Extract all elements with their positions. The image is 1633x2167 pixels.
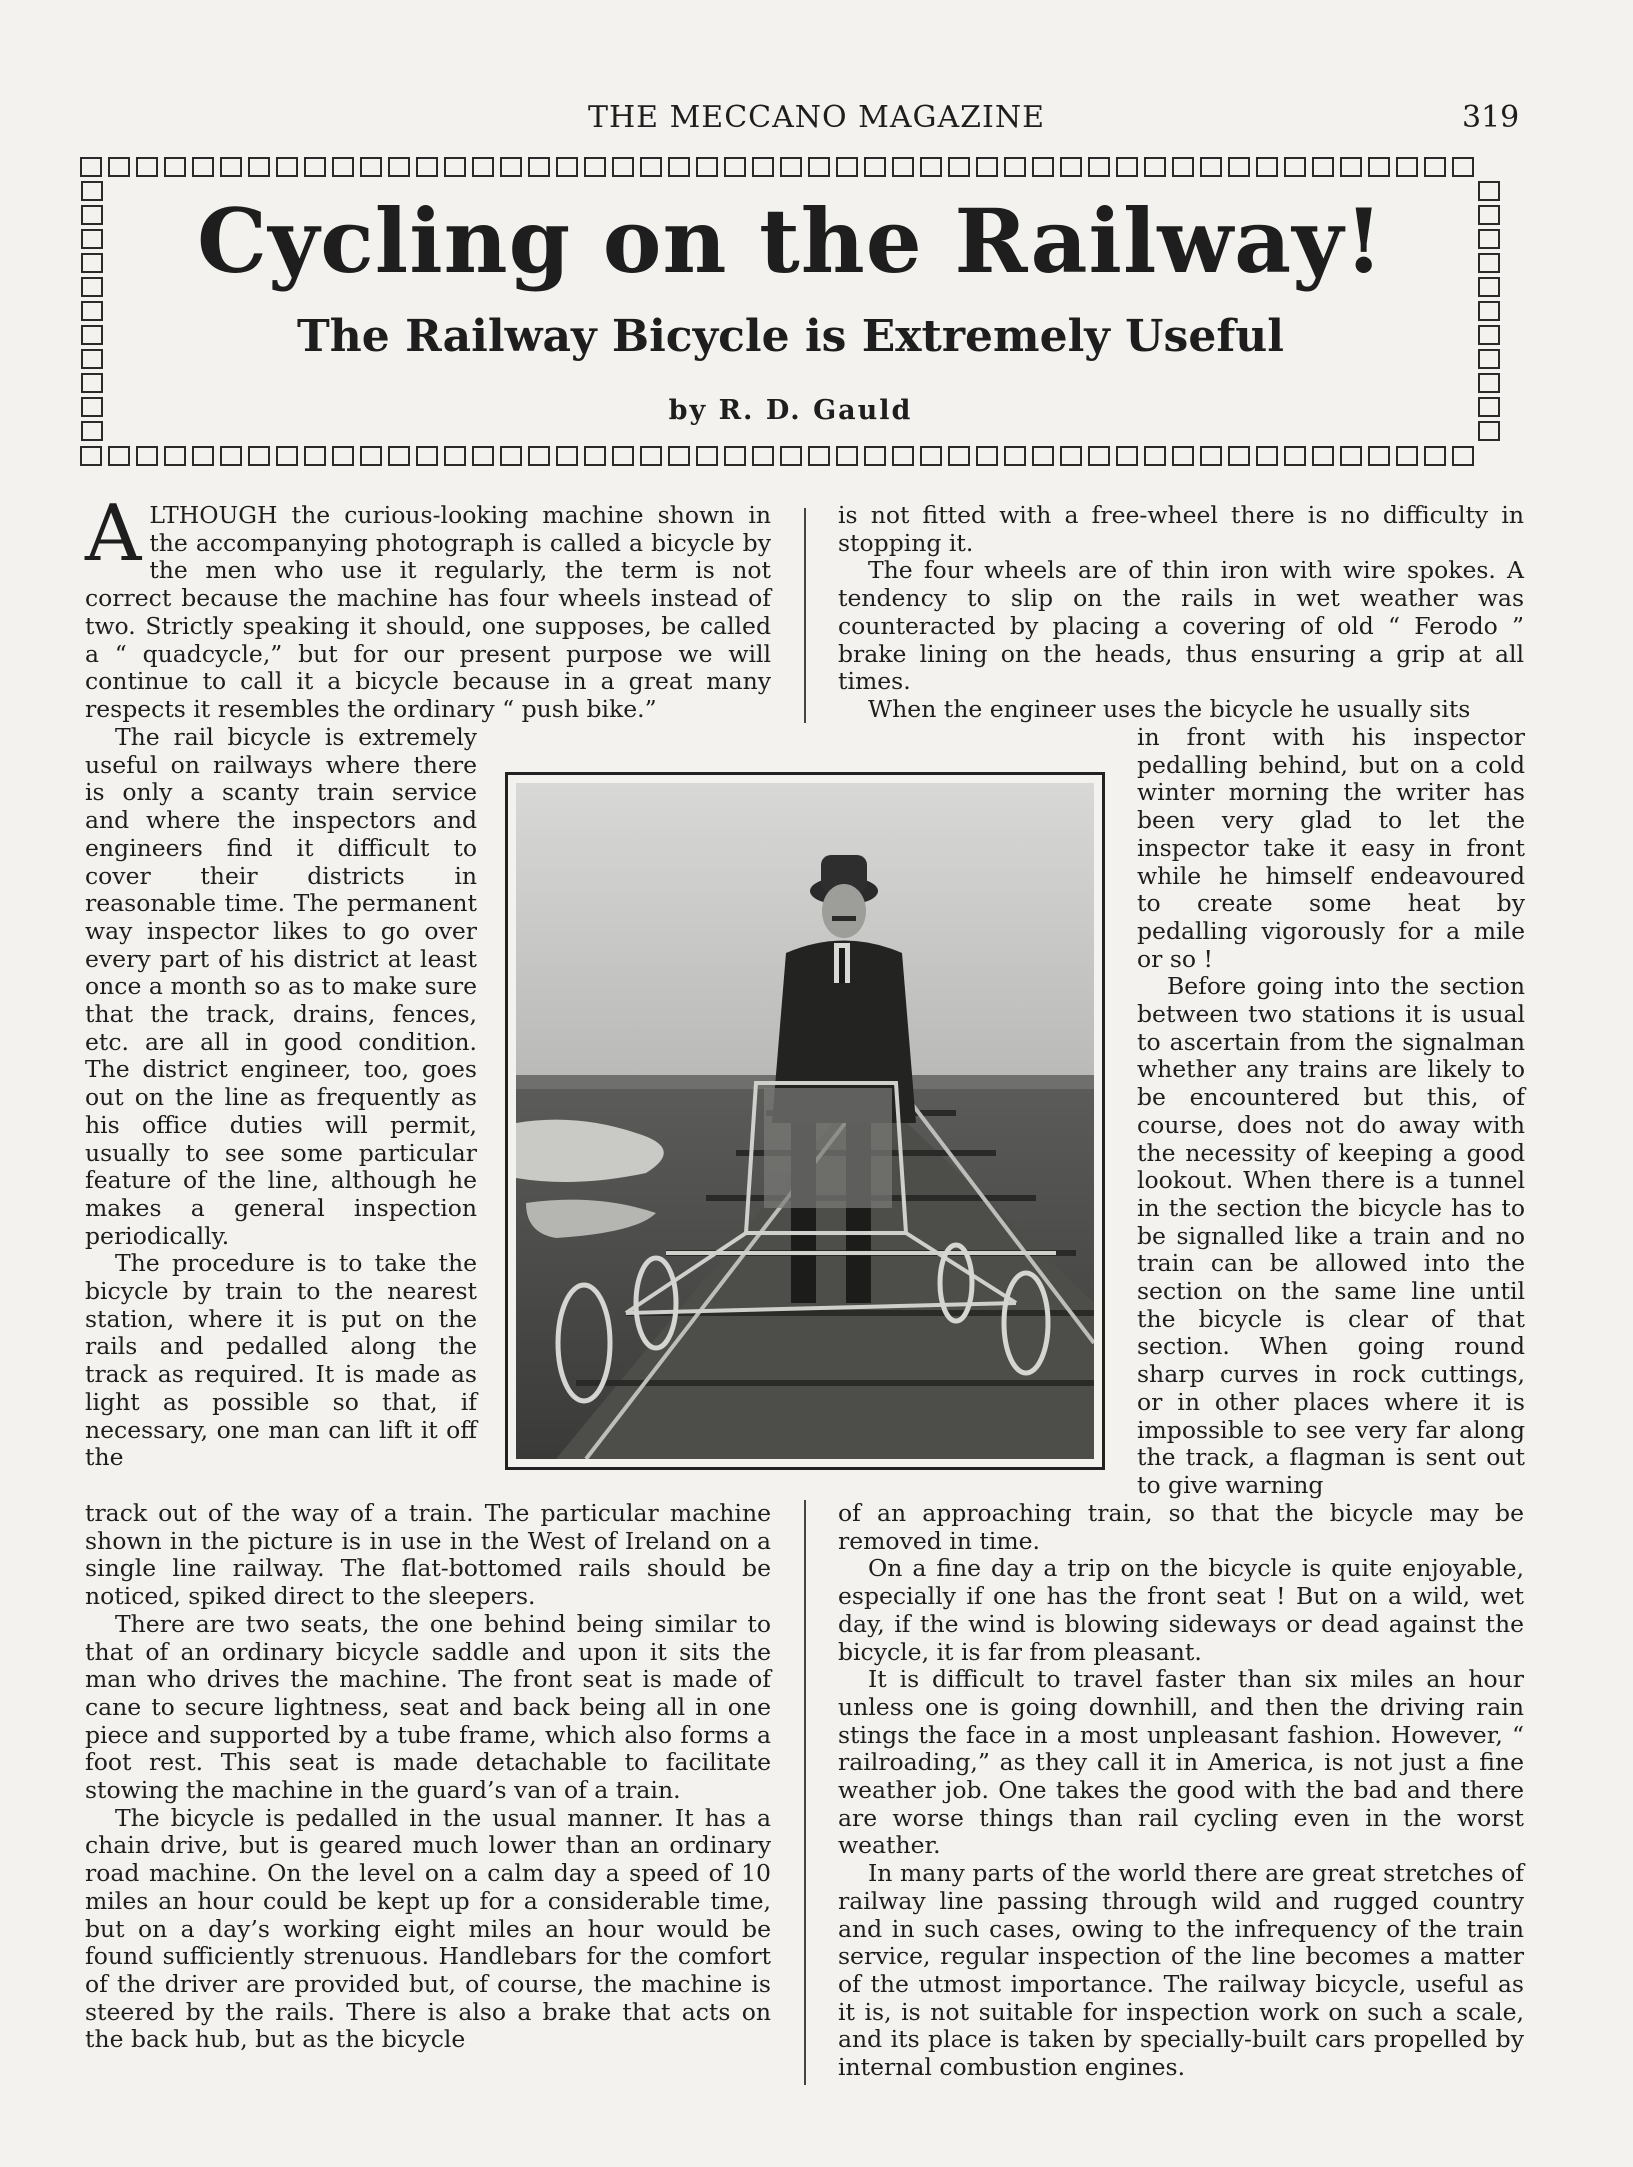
border-square [1060,446,1082,466]
border-square [276,157,298,177]
paragraph: There are two seats, the one behind being similar to that of an ordinary bicycle saddle and upon it sits the man who drives the machine. The front seat is made of cane to secure lightness, seat and back being all in one piece and supported by a tube frame, which also forms a foot rest. This seat is made detachable to facilitate stowing the machine in the guard’s van of a train. [85,1609,771,1805]
border-square [80,157,102,177]
border-square [948,157,970,177]
border-square [836,446,858,466]
left-column-narrow [85,724,477,1472]
border-square [1424,157,1446,177]
right-column-upper [838,502,1524,724]
border-square [780,157,802,177]
paragraph: The rail bicycle is extremely useful on railways where there is only a scanty train service and where the inspectors and engineers find it difficult to cover their districts in reasonable time. The permanent way inspector likes to go over every part of his district at least once a month so as to make sure that the track, drains, fences, etc. are all in good condition. The district engineer, too, goes out on the line as frequently as his office duties will permit, usually to see some particular feature of the line, although he makes a general inspection periodically. [85,723,477,1250]
border-square [1478,373,1500,393]
border-square [836,157,858,177]
paragraph: track out of the way of a train. The particular machine shown in the picture is in use in the West of Ireland on a single line railway. The flat-bottomed rails should be noticed, spiked direct to the sleepers. [85,1499,771,1611]
border-square [444,446,466,466]
border-square [640,157,662,177]
border-square [584,157,606,177]
article-subtitle: The Railway Bicycle is Extremely Useful [297,311,1284,362]
paragraph: When the engineer uses the bicycle he usually sits [868,694,1471,723]
border-square [1256,157,1278,177]
border-square [1284,446,1306,466]
border-square [108,446,130,466]
border-square [780,446,802,466]
border-square [80,446,102,466]
border-square [416,157,438,177]
magazine-title: THE MECCANO MAGAZINE [587,100,1046,135]
border-square [164,446,186,466]
border-square [724,446,746,466]
border-square [304,446,326,466]
column-rule-top [804,508,806,723]
border-top [80,155,1501,179]
paragraph: The four wheels are of thin iron with wire spokes. A tendency to slip on the rails in wet weather was counteracted by placing a covering of old “ Ferodo ” brake lining on the heads, thus ensuring a grip at all times. [838,556,1524,696]
border-square [752,446,774,466]
border-square [612,157,634,177]
border-square [892,157,914,177]
article-byline: by R. D. Gauld [668,395,913,426]
paragraph: The procedure is to take the bicycle by train to the nearest station, where it is put on the rails and pedalled along the track as required. It is made as light as possible so that, if necessary, one man can lift it off the [85,1249,477,1472]
border-square [1088,446,1110,466]
border-square [556,446,578,466]
border-square [304,157,326,177]
paragraph: of an approaching train, so that the bicycle may be removed in time. [838,1499,1524,1555]
border-square [248,157,270,177]
drop-cap: A [85,489,142,579]
border-square [892,446,914,466]
border-square [528,446,550,466]
border-square [1116,446,1138,466]
border-square [500,157,522,177]
border-square [1452,446,1474,466]
border-square [1088,157,1110,177]
border-square [332,157,354,177]
border-square [612,446,634,466]
border-square [1032,157,1054,177]
left-column-lower [85,1500,771,2054]
border-square [360,446,382,466]
rail-bicycle-photo [516,783,1094,1459]
border-square [1452,157,1474,177]
border-square [388,157,410,177]
border-square [1340,446,1362,466]
border-square [1144,157,1166,177]
border-square [1060,157,1082,177]
border-square [1256,446,1278,466]
border-square [1340,157,1362,177]
border-square [528,157,550,177]
border-square [136,157,158,177]
border-square [640,446,662,466]
border-square [1396,157,1418,177]
border-square [920,157,942,177]
photograph-frame [505,772,1105,1470]
border-square [948,446,970,466]
border-square [808,446,830,466]
paragraph-text: LTHOUGH the curious-looking machine shown in the accompanying photograph is called a bicycle by the men who use it regularly, the term is not correct because the machine has four wheels instead of two. Strictly speaking it should, one supposes, be called a “ quadcycle,” but for our present purpose we will continue to call it a bicycle because in a great many respects it resembles the ordinary “ push bike.” [85,501,771,723]
column-rule-bottom [804,1500,806,2085]
border-square [1312,446,1334,466]
right-column-lower [838,1500,1524,2082]
border-square [1424,446,1446,466]
border-square [696,157,718,177]
border-square [1312,157,1334,177]
right-column-narrow [1137,724,1525,1500]
border-square [164,157,186,177]
paragraph: Before going into the section between two stations it is usual to ascertain from the signalman whether any trains are likely to be encountered but this, of course, does not do away with the necessity of keeping a good lookout. When there is a tunnel in the section the bicycle has to be signalled like a train and no train can be allowed into the section on the same line until the bicycle is clear of that section. When going round sharp curves in rock cuttings, or in other places where it is impossible to see very far along the track, a flagman is sent out to give warning [1137,972,1525,1499]
border-bottom [80,444,1501,468]
border-square [81,373,103,393]
running-head [0,100,1633,140]
title-box [80,155,1501,468]
border-square [472,446,494,466]
border-square [1368,157,1390,177]
border-square [416,446,438,466]
border-square [752,157,774,177]
border-square [724,157,746,177]
border-square [1172,446,1194,466]
left-column-intro [85,489,771,724]
border-square [192,157,214,177]
paragraph: The bicycle is pedalled in the usual manner. It has a chain drive, but is geared much lower than an ordinary road machine. On the level on a calm day a speed of 10 miles an hour could be kept up for a considerable time, but on a day’s working eight miles an hour would be found sufficiently strenuous. Handlebars for the comfort of the driver are provided but, of course, the machine is steered by the rails. There is also a brake that acts on the back hub, but as the bicycle [85,1803,771,2054]
border-square [1200,446,1222,466]
border-square [108,157,130,177]
border-square [1396,446,1418,466]
paragraph: is not fitted with a free-wheel there is no difficulty in stopping it. [838,501,1524,557]
border-square [696,446,718,466]
border-square [976,446,998,466]
page-number: 319 [1462,100,1520,135]
paragraph: It is difficult to travel faster than six miles an hour unless one is going downhill, and then the driving rain stings the face in a most unpleasant fashion. However, “ railroading,” as they call it in America, is not just a fine weather job. One takes the good with the bad and there are worse things than rail cycling even in the worst weather. [838,1665,1524,1860]
article-title: Cycling on the Railway! [197,189,1384,293]
border-square [1004,157,1026,177]
border-square [1368,446,1390,466]
paragraph: In many parts of the world there are great stretches of railway line passing through wild and rugged country and in such cases, owing to the infrequency of the train service, regular inspection of the line becomes a matter of the utmost importance. The railway bicycle, useful as it is, is not suitable for inspection work on such a scale, and its place is taken by specially-built cars propelled by internal combustion engines. [838,1859,1524,2082]
paragraph [85,489,771,724]
border-square [668,446,690,466]
border-square [668,157,690,177]
border-square [444,157,466,177]
border-square [1228,446,1250,466]
border-square [1200,157,1222,177]
border-square [1172,157,1194,177]
border-square [864,446,886,466]
border-square [1004,446,1026,466]
border-square [500,446,522,466]
border-square [584,446,606,466]
border-square [1116,157,1138,177]
paragraph: in front with his inspector pedalling behind, but on a cold winter morning the writer has been very glad to let the inspector take it easy in front while he himself endeavoured to create some heat by pedalling vigorously for a mile or so ! [1137,723,1525,973]
border-square [472,157,494,177]
border-square [1228,157,1250,177]
border-square [136,446,158,466]
border-square [192,446,214,466]
border-square [808,157,830,177]
border-square [276,446,298,466]
border-square [360,157,382,177]
border-square [556,157,578,177]
photograph [516,783,1094,1459]
paragraph: On a fine day a trip on the bicycle is quite enjoyable, especially if one has the front seat ! But on a wild, wet day, if the wind is blowing sideways or dead against the bicycle, it is far from pleasant. [838,1554,1524,1666]
border-square [864,157,886,177]
border-square [388,446,410,466]
border-square [1144,446,1166,466]
border-square [920,446,942,466]
border-square [332,446,354,466]
border-square [248,446,270,466]
border-square [220,157,242,177]
border-square [976,157,998,177]
border-square [220,446,242,466]
border-square [1032,446,1054,466]
border-square [1284,157,1306,177]
